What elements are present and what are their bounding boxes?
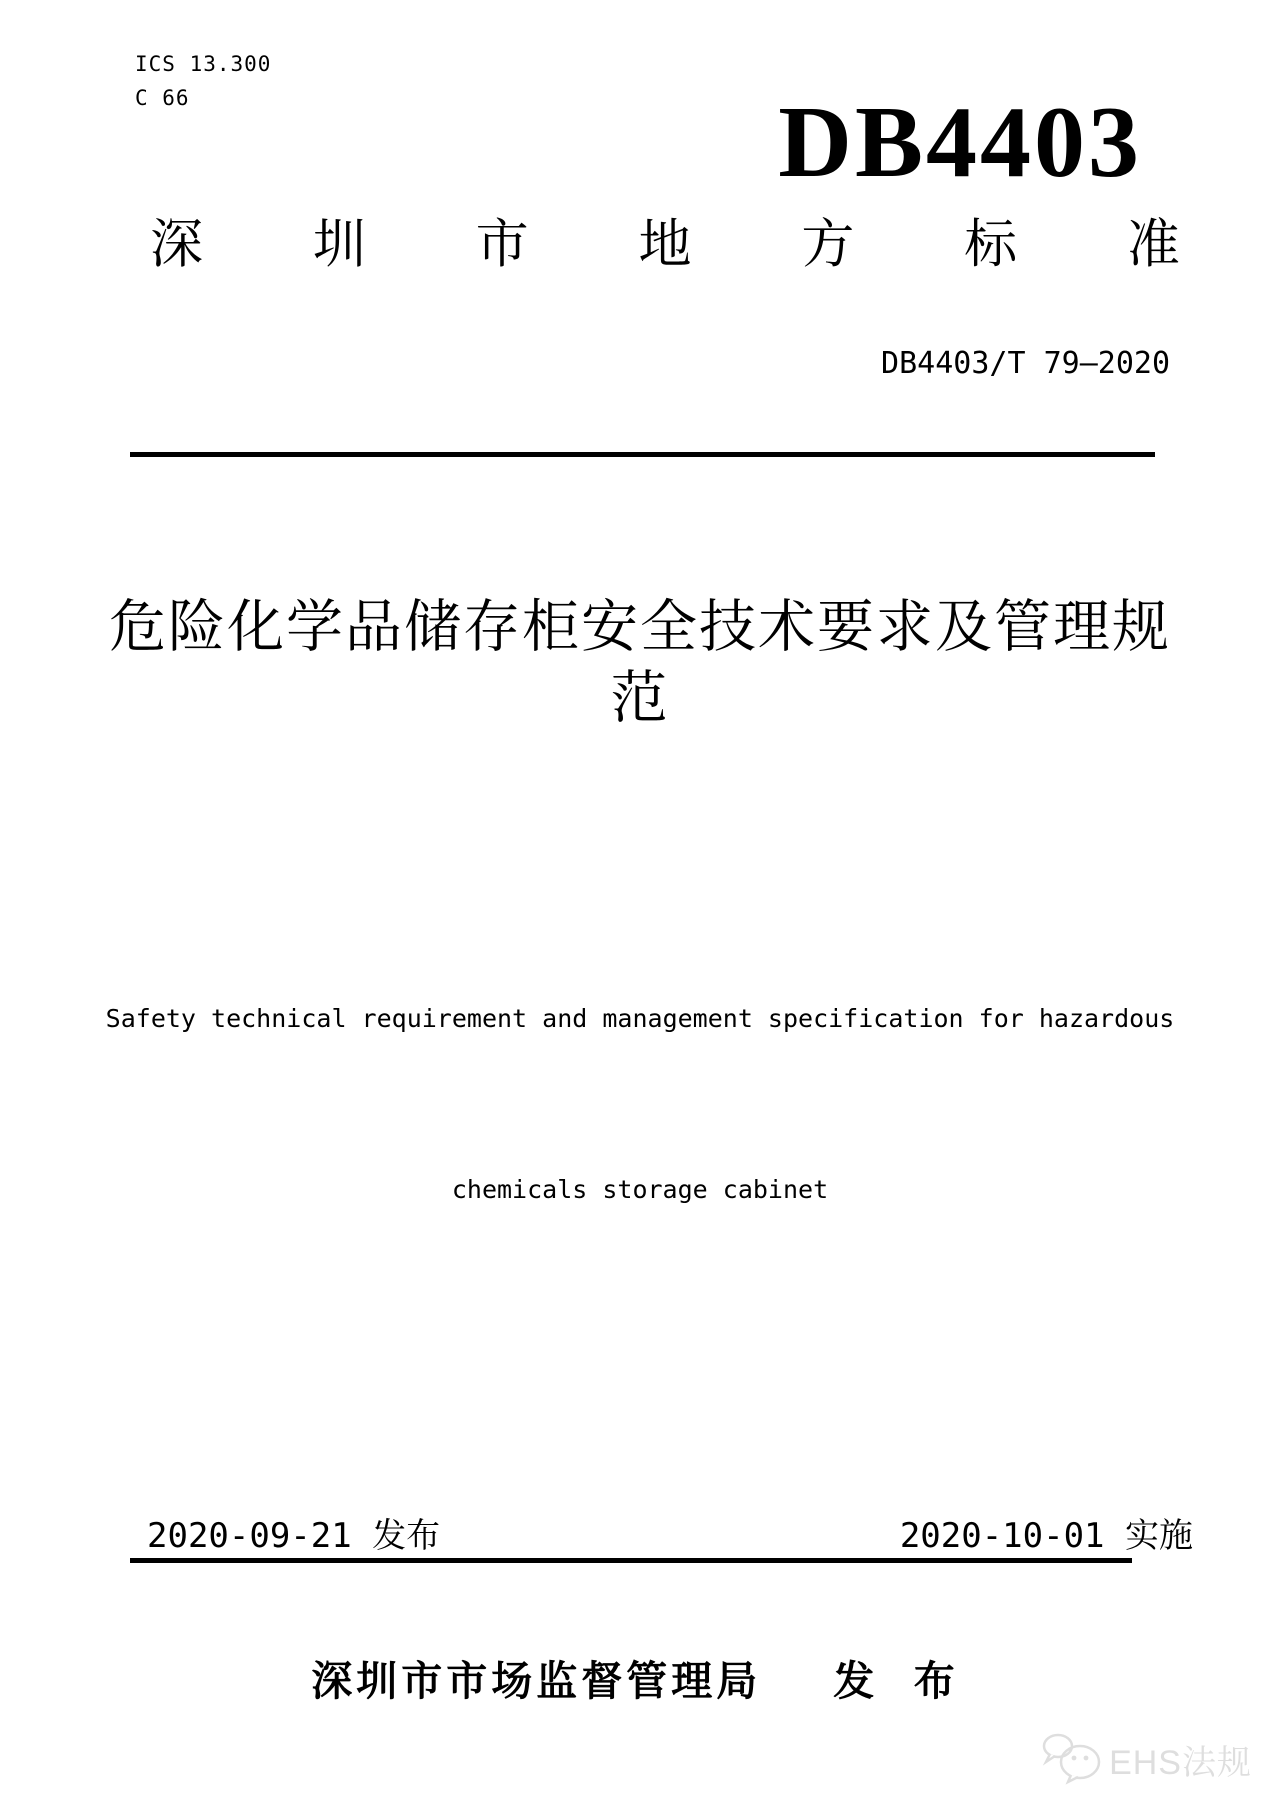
document-title-en xyxy=(0,876,1280,1332)
implementation-date: 2020-10-01 实施 xyxy=(899,1516,1193,1556)
document-title-zh-line2: 范 xyxy=(610,666,670,730)
document-title-en-line2: chemicals storage cabinet xyxy=(451,1175,829,1204)
document-title-zh-line1: 危险化学品储存柜安全技术要求及管理规 xyxy=(109,595,1171,659)
ics-code: ICS 13.300 xyxy=(135,52,272,76)
standard-type-char: 标 xyxy=(964,215,1018,274)
standard-type-char: 准 xyxy=(1126,215,1180,274)
standard-code-large: DB4403 xyxy=(778,86,1142,199)
standard-type-title xyxy=(150,216,1180,274)
watermark xyxy=(1041,1733,1252,1785)
footer-divider-rule xyxy=(130,1558,1132,1563)
standard-number: DB4403/T 79—2020 xyxy=(881,346,1170,381)
classification-code: C 66 xyxy=(135,86,190,110)
publisher-row xyxy=(0,1648,1280,1707)
issue-date: 2020-09-21 发布 xyxy=(147,1516,441,1556)
publish-action-label: 发 布 xyxy=(833,1658,969,1704)
standard-type-char: 市 xyxy=(475,215,529,274)
watermark-label: EHS法规 xyxy=(1109,1743,1252,1782)
document-title-en-line1: Safety technical requirement and management specification for hazardous xyxy=(105,1004,1175,1033)
standard-type-char: 圳 xyxy=(312,215,366,274)
standard-type-char: 方 xyxy=(801,215,855,274)
wechat-icon xyxy=(1041,1733,1103,1785)
document-title-zh xyxy=(0,592,1280,734)
standard-type-char: 深 xyxy=(150,215,203,274)
standard-type-char: 地 xyxy=(638,215,692,274)
publisher-name: 深圳市市场监督管理局 xyxy=(311,1658,762,1704)
header-divider-rule xyxy=(130,452,1155,457)
